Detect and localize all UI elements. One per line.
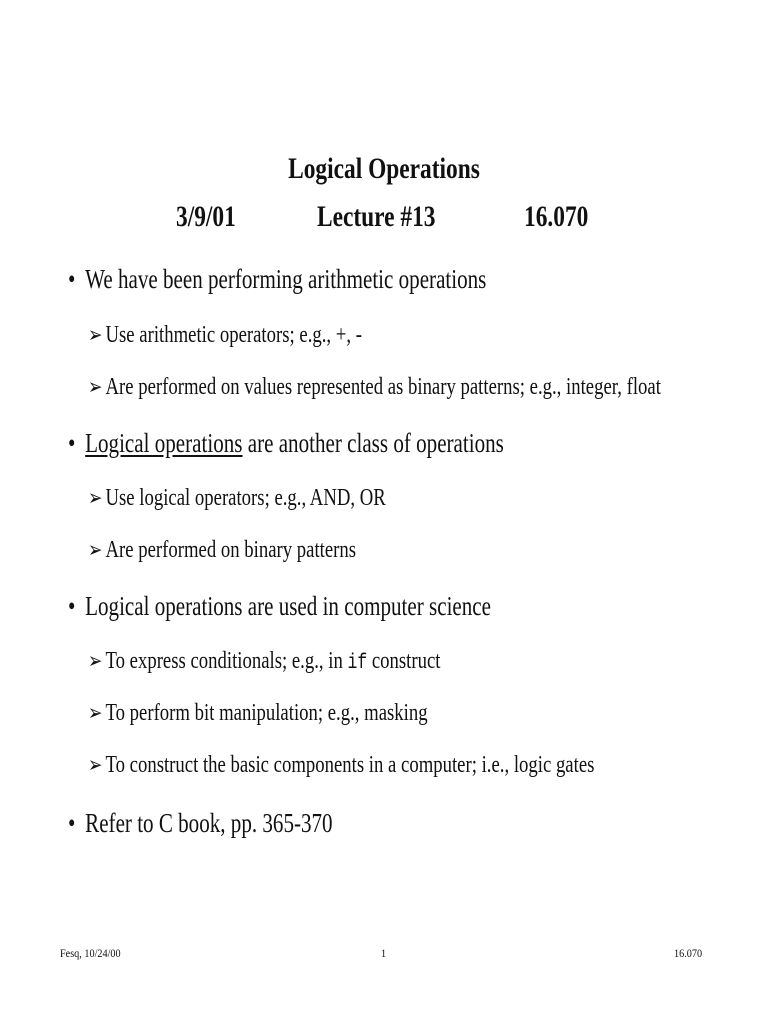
bullet-text: We have been performing arithmetic operations bbox=[85, 264, 487, 294]
arrowhead-bullet-icon: ➢ bbox=[88, 322, 103, 347]
subbullet-text: To express conditionals; e.g., in bbox=[105, 648, 348, 674]
bullet-text: are another class of operations bbox=[242, 428, 504, 458]
subbullet-item bbox=[88, 700, 428, 727]
footer-page-number: 1 bbox=[381, 946, 387, 960]
subbullet-text: To construct the basic components in a computer; i.e., logic gates bbox=[105, 752, 595, 778]
footer-course-number: 16.070 bbox=[674, 946, 703, 960]
bullet-text: Logical operations are used in computer science bbox=[85, 591, 491, 621]
subbullet-item bbox=[88, 537, 356, 564]
subbullet-text: Are performed on values represented as binary patterns; e.g., integer, float bbox=[105, 374, 661, 400]
arrowhead-bullet-icon: ➢ bbox=[88, 374, 103, 399]
slide-date: 3/9/01 bbox=[176, 200, 236, 233]
bullet-dot-icon: • bbox=[68, 808, 76, 838]
bullet-item bbox=[68, 591, 491, 622]
bullet-item bbox=[68, 428, 504, 459]
slide-course-number: 16.070 bbox=[524, 200, 589, 233]
subbullet-text: To perform bit manipulation; e.g., masking bbox=[105, 700, 428, 726]
subbullet-item bbox=[88, 752, 594, 779]
arrowhead-bullet-icon: ➢ bbox=[88, 648, 103, 673]
subbullet-text: construct bbox=[367, 648, 441, 674]
arrowhead-bullet-icon: ➢ bbox=[88, 485, 103, 510]
subbullet-item bbox=[88, 485, 386, 512]
bullet-item bbox=[68, 808, 333, 839]
slide-lecture-number: Lecture #13 bbox=[317, 200, 436, 233]
footer-author-date: Fesq, 10/24/00 bbox=[60, 946, 121, 960]
subbullet-text: Use arithmetic operators; e.g., +, - bbox=[105, 322, 362, 348]
arrowhead-bullet-icon: ➢ bbox=[88, 700, 103, 725]
underlined-term: Logical operations bbox=[85, 428, 243, 458]
bullet-dot-icon: • bbox=[68, 428, 76, 458]
slide-title: Logical Operations bbox=[288, 152, 480, 185]
subbullet-item bbox=[88, 648, 440, 675]
code-keyword: if bbox=[347, 652, 368, 675]
bullet-item bbox=[68, 264, 486, 295]
arrowhead-bullet-icon: ➢ bbox=[88, 537, 103, 562]
bullet-dot-icon: • bbox=[68, 264, 76, 294]
subbullet-text: Use logical operators; e.g., AND, OR bbox=[105, 485, 386, 511]
arrowhead-bullet-icon: ➢ bbox=[88, 752, 103, 777]
bullet-text: Refer to C book, pp. 365-370 bbox=[85, 808, 333, 838]
subbullet-item bbox=[88, 374, 661, 401]
subbullet-item bbox=[88, 322, 362, 349]
bullet-dot-icon: • bbox=[68, 591, 76, 621]
subbullet-text: Are performed on binary patterns bbox=[105, 537, 357, 563]
